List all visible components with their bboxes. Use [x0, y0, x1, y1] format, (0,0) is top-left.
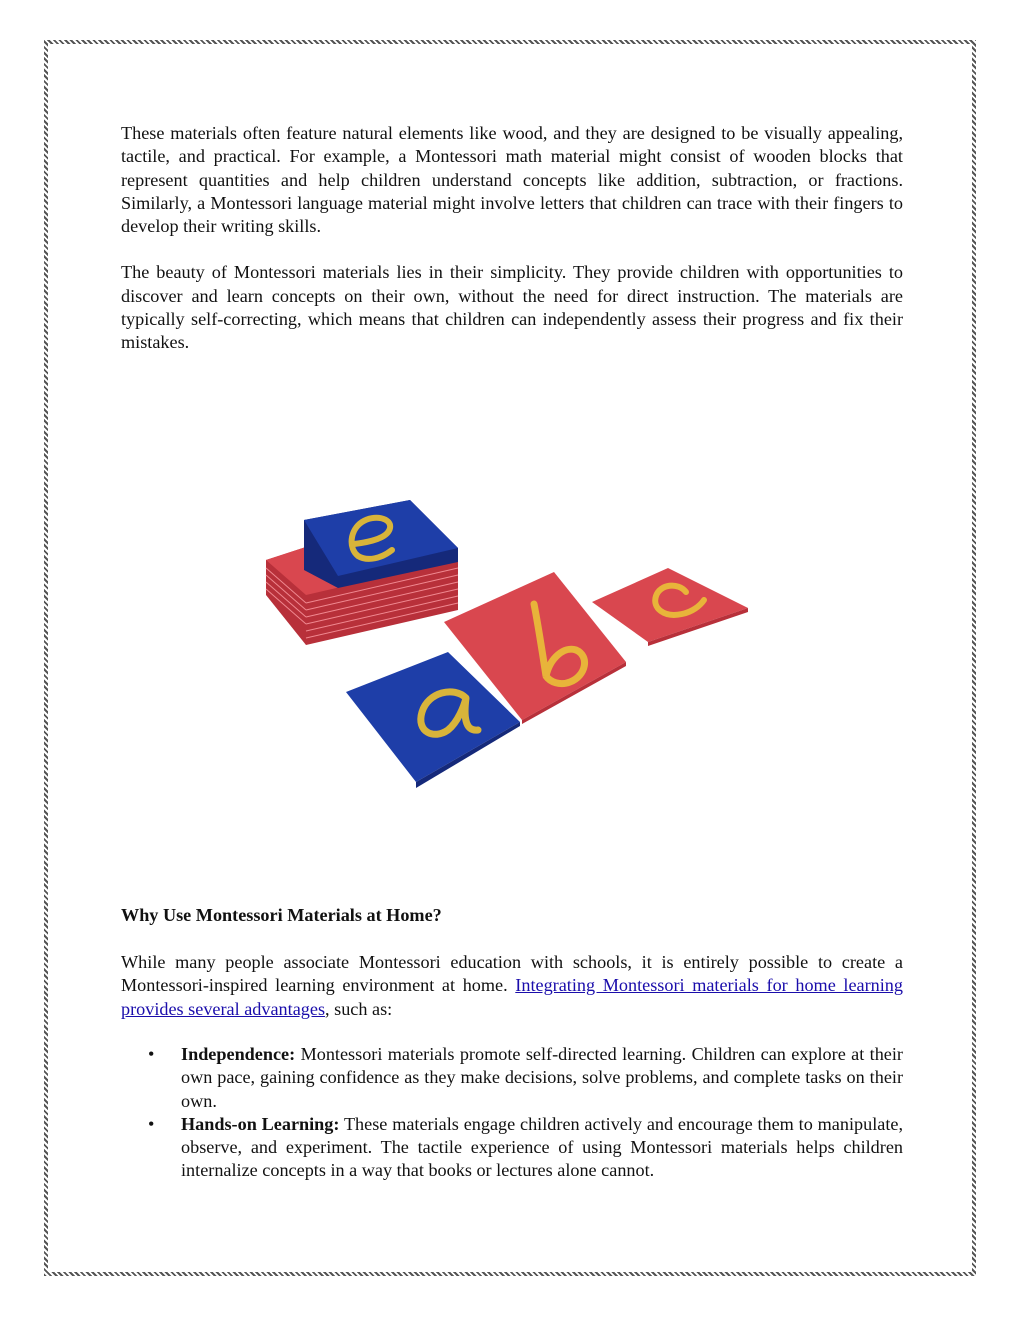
intro-text-end: , such as:	[325, 998, 393, 1019]
red-card-c	[592, 568, 748, 646]
montessori-home-learning-link[interactable]: Integrating Montessori materials for home learning provides several advantages	[121, 975, 903, 1019]
benefit-term: Independence:	[181, 1044, 296, 1064]
paragraph-materials-description: These materials often feature natural elements like wood, and they are designed to be visually appealing, tactile, and practical. For example, a Montessori math material might consist of wooden blocks that represent quantities and help children understand concepts like addition, subtraction, or fractions. Similarly, a Montessori language material might involve letters that children can trace with their fingers to develop their writing skills.	[121, 123, 903, 237]
bullet-icon: •	[148, 1113, 155, 1134]
body-text	[121, 122, 903, 355]
intro-text: While many people associate Montessori education with schools, it is entirely possible to create a Montessori-inspired learning environment at home.	[121, 952, 903, 996]
section-heading: Why Use Montessori Materials at Home?	[121, 905, 442, 925]
paragraph-home-intro	[121, 951, 903, 1021]
list-item-hands-on-learning	[121, 1113, 903, 1183]
sandpaper-letters-image	[258, 500, 768, 820]
benefit-description: Montessori materials promote self-directed learning. Children can explore at their own pace, gaining confidence as they make decisions, solve problems, and complete tasks on their own.	[181, 1044, 903, 1111]
benefit-term: Hands-on Learning:	[181, 1113, 340, 1134]
bullet-icon: •	[148, 1044, 155, 1064]
benefit-description: These materials engage children actively and encourage them to manipulate, observe, and experiment. The tactile experience of using Montessori materials helps children internalize concepts in a way that books or lectures alone cannot.	[181, 1113, 903, 1181]
list-item-independence	[121, 1043, 903, 1113]
paragraph-beauty-of-materials: The beauty of Montessori materials lies in their simplicity. They provide children with opportunities to discover and learn concepts on their own, without the need for direct instruction. The materials are typically self-correcting, which means that children can independently assess their progress and fix their mistakes.	[121, 262, 903, 353]
benefits-list	[121, 1043, 903, 1183]
